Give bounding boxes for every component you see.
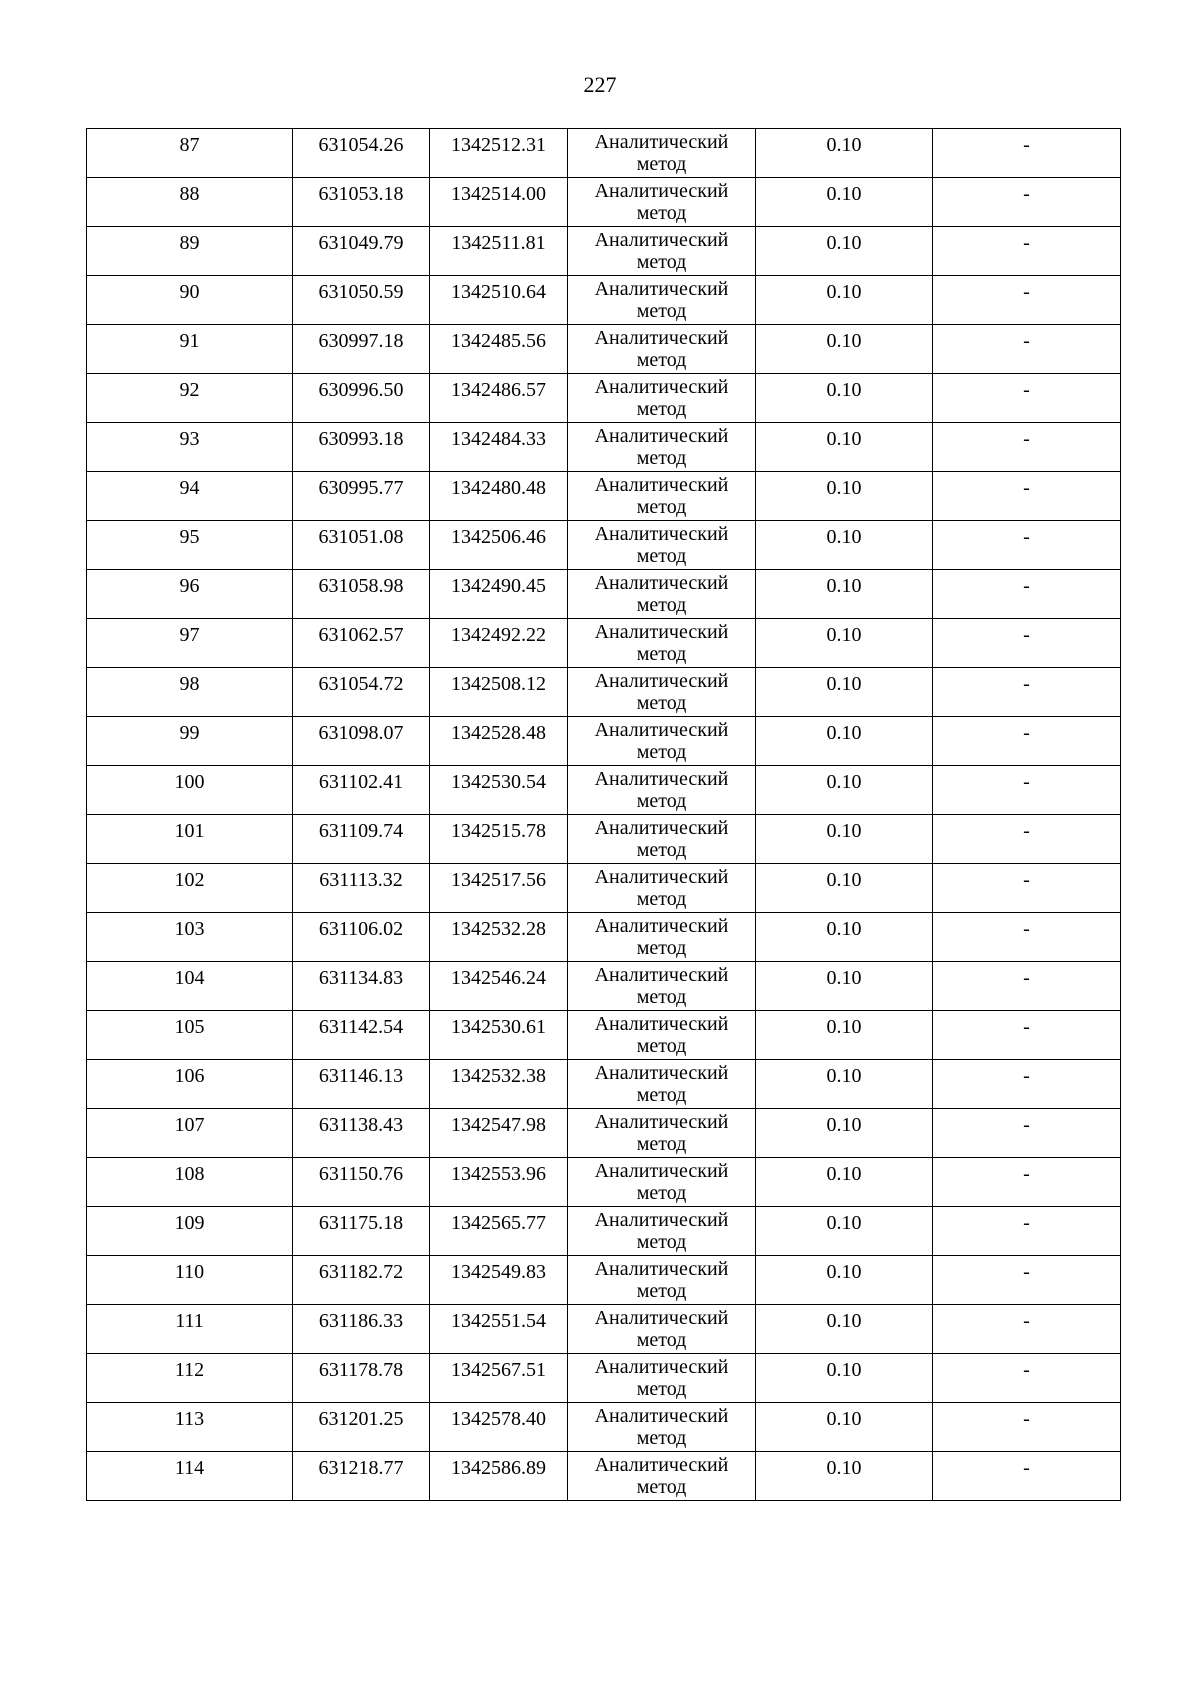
accuracy-cell: 0.10: [756, 227, 933, 276]
y-coordinate-cell: 1342514.00: [430, 178, 568, 227]
point-number-cell: 107: [87, 1109, 293, 1158]
table-row: [87, 1256, 1121, 1305]
table-row: [87, 227, 1121, 276]
method-cell: [568, 129, 756, 178]
accuracy-cell: 0.10: [756, 766, 933, 815]
y-coordinate-cell: 1342553.96: [430, 1158, 568, 1207]
point-number-cell: 101: [87, 815, 293, 864]
note-cell: -: [933, 815, 1121, 864]
x-coordinate-cell: 630997.18: [293, 325, 430, 374]
accuracy-cell: 0.10: [756, 374, 933, 423]
x-coordinate-cell: 631053.18: [293, 178, 430, 227]
x-coordinate-cell: 631201.25: [293, 1403, 430, 1452]
y-coordinate-cell: 1342484.33: [430, 423, 568, 472]
method-line-1: Аналитический: [594, 278, 729, 300]
x-coordinate-cell: 631106.02: [293, 913, 430, 962]
y-coordinate-cell: 1342530.54: [430, 766, 568, 815]
table-row: [87, 864, 1121, 913]
point-number-cell: 88: [87, 178, 293, 227]
table-row: [87, 668, 1121, 717]
table-row: [87, 1354, 1121, 1403]
method-line-2: метод: [636, 1427, 687, 1449]
accuracy-cell: 0.10: [756, 1060, 933, 1109]
point-number-cell: 92: [87, 374, 293, 423]
y-coordinate-cell: 1342528.48: [430, 717, 568, 766]
table-row: [87, 1158, 1121, 1207]
note-cell: -: [933, 717, 1121, 766]
point-number-cell: 113: [87, 1403, 293, 1452]
accuracy-cell: 0.10: [756, 129, 933, 178]
note-cell: -: [933, 178, 1121, 227]
method-cell: [568, 1305, 756, 1354]
point-number-cell: 91: [87, 325, 293, 374]
y-coordinate-cell: 1342530.61: [430, 1011, 568, 1060]
method-cell: [568, 570, 756, 619]
point-number-cell: 89: [87, 227, 293, 276]
accuracy-cell: 0.10: [756, 1403, 933, 1452]
x-coordinate-cell: 631049.79: [293, 227, 430, 276]
accuracy-cell: 0.10: [756, 668, 933, 717]
method-cell: [568, 423, 756, 472]
x-coordinate-cell: 631175.18: [293, 1207, 430, 1256]
method-line-2: метод: [636, 839, 687, 861]
method-line-1: Аналитический: [594, 131, 729, 153]
y-coordinate-cell: 1342578.40: [430, 1403, 568, 1452]
table-row: [87, 1109, 1121, 1158]
point-number-cell: 93: [87, 423, 293, 472]
method-cell: [568, 619, 756, 668]
point-number-cell: 102: [87, 864, 293, 913]
note-cell: -: [933, 227, 1121, 276]
method-cell: [568, 521, 756, 570]
accuracy-cell: 0.10: [756, 1452, 933, 1501]
method-line-1: Аналитический: [594, 1062, 729, 1084]
note-cell: -: [933, 129, 1121, 178]
x-coordinate-cell: 631182.72: [293, 1256, 430, 1305]
method-line-1: Аналитический: [594, 376, 729, 398]
method-line-2: метод: [636, 153, 687, 175]
method-line-1: Аналитический: [594, 621, 729, 643]
accuracy-cell: 0.10: [756, 864, 933, 913]
y-coordinate-cell: 1342485.56: [430, 325, 568, 374]
method-line-1: Аналитический: [594, 1307, 729, 1329]
accuracy-cell: 0.10: [756, 325, 933, 374]
y-coordinate-cell: 1342586.89: [430, 1452, 568, 1501]
accuracy-cell: 0.10: [756, 423, 933, 472]
method-cell: [568, 668, 756, 717]
method-line-2: метод: [636, 1378, 687, 1400]
method-line-2: метод: [636, 1084, 687, 1106]
x-coordinate-cell: 631102.41: [293, 766, 430, 815]
x-coordinate-cell: 631098.07: [293, 717, 430, 766]
method-line-1: Аналитический: [594, 866, 729, 888]
y-coordinate-cell: 1342490.45: [430, 570, 568, 619]
x-coordinate-cell: 631050.59: [293, 276, 430, 325]
x-coordinate-cell: 631138.43: [293, 1109, 430, 1158]
method-line-2: метод: [636, 1231, 687, 1253]
y-coordinate-cell: 1342492.22: [430, 619, 568, 668]
note-cell: -: [933, 1060, 1121, 1109]
method-line-1: Аналитический: [594, 670, 729, 692]
method-line-2: метод: [636, 1476, 687, 1498]
table-row: [87, 962, 1121, 1011]
table-row: [87, 423, 1121, 472]
method-line-1: Аналитический: [594, 817, 729, 839]
note-cell: -: [933, 1158, 1121, 1207]
point-number-cell: 112: [87, 1354, 293, 1403]
x-coordinate-cell: 631142.54: [293, 1011, 430, 1060]
method-line-2: метод: [636, 447, 687, 469]
method-line-1: Аналитический: [594, 964, 729, 986]
accuracy-cell: 0.10: [756, 962, 933, 1011]
method-line-1: Аналитический: [594, 1013, 729, 1035]
accuracy-cell: 0.10: [756, 570, 933, 619]
table-row: [87, 1305, 1121, 1354]
point-number-cell: 105: [87, 1011, 293, 1060]
y-coordinate-cell: 1342546.24: [430, 962, 568, 1011]
method-cell: [568, 374, 756, 423]
accuracy-cell: 0.10: [756, 472, 933, 521]
table-row: [87, 1011, 1121, 1060]
accuracy-cell: 0.10: [756, 1305, 933, 1354]
point-number-cell: 104: [87, 962, 293, 1011]
method-line-2: метод: [636, 398, 687, 420]
method-line-1: Аналитический: [594, 719, 729, 741]
method-line-1: Аналитический: [594, 1356, 729, 1378]
point-number-cell: 98: [87, 668, 293, 717]
accuracy-cell: 0.10: [756, 1158, 933, 1207]
method-line-1: Аналитический: [594, 1405, 729, 1427]
method-line-1: Аналитический: [594, 425, 729, 447]
note-cell: -: [933, 619, 1121, 668]
method-cell: [568, 864, 756, 913]
method-line-2: метод: [636, 1182, 687, 1204]
method-line-2: метод: [636, 643, 687, 665]
point-number-cell: 90: [87, 276, 293, 325]
method-line-1: Аналитический: [594, 1160, 729, 1182]
note-cell: -: [933, 325, 1121, 374]
table-row: [87, 766, 1121, 815]
x-coordinate-cell: 630996.50: [293, 374, 430, 423]
x-coordinate-cell: 630993.18: [293, 423, 430, 472]
table-row: [87, 1060, 1121, 1109]
note-cell: -: [933, 1109, 1121, 1158]
y-coordinate-cell: 1342532.38: [430, 1060, 568, 1109]
point-number-cell: 95: [87, 521, 293, 570]
method-cell: [568, 472, 756, 521]
table-row: [87, 129, 1121, 178]
table-row: [87, 472, 1121, 521]
table-row: [87, 1207, 1121, 1256]
x-coordinate-cell: 631054.72: [293, 668, 430, 717]
note-cell: -: [933, 913, 1121, 962]
method-line-2: метод: [636, 888, 687, 910]
y-coordinate-cell: 1342512.31: [430, 129, 568, 178]
method-line-1: Аналитический: [594, 572, 729, 594]
method-cell: [568, 717, 756, 766]
x-coordinate-cell: 631150.76: [293, 1158, 430, 1207]
table-row: [87, 1403, 1121, 1452]
x-coordinate-cell: 631051.08: [293, 521, 430, 570]
y-coordinate-cell: 1342567.51: [430, 1354, 568, 1403]
method-cell: [568, 227, 756, 276]
x-coordinate-cell: 631178.78: [293, 1354, 430, 1403]
method-cell: [568, 1207, 756, 1256]
method-cell: [568, 1354, 756, 1403]
table-row: [87, 815, 1121, 864]
method-line-1: Аналитический: [594, 1258, 729, 1280]
point-number-cell: 110: [87, 1256, 293, 1305]
coordinates-table: [86, 128, 1121, 1501]
note-cell: -: [933, 472, 1121, 521]
x-coordinate-cell: 631134.83: [293, 962, 430, 1011]
method-cell: [568, 1256, 756, 1305]
table-row: [87, 374, 1121, 423]
point-number-cell: 106: [87, 1060, 293, 1109]
method-line-2: метод: [636, 1329, 687, 1351]
method-cell: [568, 913, 756, 962]
point-number-cell: 111: [87, 1305, 293, 1354]
method-cell: [568, 1158, 756, 1207]
method-cell: [568, 325, 756, 374]
y-coordinate-cell: 1342547.98: [430, 1109, 568, 1158]
note-cell: -: [933, 374, 1121, 423]
x-coordinate-cell: 631054.26: [293, 129, 430, 178]
y-coordinate-cell: 1342486.57: [430, 374, 568, 423]
method-cell: [568, 1060, 756, 1109]
method-line-2: метод: [636, 1035, 687, 1057]
note-cell: -: [933, 1207, 1121, 1256]
accuracy-cell: 0.10: [756, 1354, 933, 1403]
method-cell: [568, 178, 756, 227]
method-line-1: Аналитический: [594, 229, 729, 251]
note-cell: -: [933, 864, 1121, 913]
method-cell: [568, 766, 756, 815]
x-coordinate-cell: 631186.33: [293, 1305, 430, 1354]
table-row: [87, 325, 1121, 374]
note-cell: -: [933, 766, 1121, 815]
table-row: [87, 178, 1121, 227]
y-coordinate-cell: 1342510.64: [430, 276, 568, 325]
method-cell: [568, 962, 756, 1011]
method-line-2: метод: [636, 986, 687, 1008]
method-line-1: Аналитический: [594, 1209, 729, 1231]
accuracy-cell: 0.10: [756, 1011, 933, 1060]
note-cell: -: [933, 276, 1121, 325]
x-coordinate-cell: 631113.32: [293, 864, 430, 913]
x-coordinate-cell: 631109.74: [293, 815, 430, 864]
x-coordinate-cell: 631062.57: [293, 619, 430, 668]
accuracy-cell: 0.10: [756, 1256, 933, 1305]
method-line-2: метод: [636, 300, 687, 322]
note-cell: -: [933, 1256, 1121, 1305]
y-coordinate-cell: 1342549.83: [430, 1256, 568, 1305]
accuracy-cell: 0.10: [756, 1207, 933, 1256]
method-cell: [568, 1452, 756, 1501]
method-line-1: Аналитический: [594, 1454, 729, 1476]
accuracy-cell: 0.10: [756, 276, 933, 325]
y-coordinate-cell: 1342511.81: [430, 227, 568, 276]
note-cell: -: [933, 668, 1121, 717]
note-cell: -: [933, 1354, 1121, 1403]
accuracy-cell: 0.10: [756, 1109, 933, 1158]
x-coordinate-cell: 630995.77: [293, 472, 430, 521]
method-line-2: метод: [636, 594, 687, 616]
method-line-2: метод: [636, 790, 687, 812]
note-cell: -: [933, 962, 1121, 1011]
page-number: 227: [583, 72, 617, 97]
method-line-2: метод: [636, 937, 687, 959]
point-number-cell: 108: [87, 1158, 293, 1207]
point-number-cell: 109: [87, 1207, 293, 1256]
table-row: [87, 913, 1121, 962]
y-coordinate-cell: 1342508.12: [430, 668, 568, 717]
point-number-cell: 97: [87, 619, 293, 668]
note-cell: -: [933, 521, 1121, 570]
accuracy-cell: 0.10: [756, 521, 933, 570]
method-line-1: Аналитический: [594, 523, 729, 545]
y-coordinate-cell: 1342551.54: [430, 1305, 568, 1354]
note-cell: -: [933, 1452, 1121, 1501]
y-coordinate-cell: 1342506.46: [430, 521, 568, 570]
accuracy-cell: 0.10: [756, 717, 933, 766]
method-cell: [568, 1403, 756, 1452]
point-number-cell: 99: [87, 717, 293, 766]
method-line-2: метод: [636, 1280, 687, 1302]
point-number-cell: 114: [87, 1452, 293, 1501]
y-coordinate-cell: 1342532.28: [430, 913, 568, 962]
point-number-cell: 103: [87, 913, 293, 962]
method-line-2: метод: [636, 741, 687, 763]
method-line-2: метод: [636, 496, 687, 518]
note-cell: -: [933, 1011, 1121, 1060]
method-cell: [568, 815, 756, 864]
table-row: [87, 521, 1121, 570]
x-coordinate-cell: 631058.98: [293, 570, 430, 619]
x-coordinate-cell: 631146.13: [293, 1060, 430, 1109]
method-cell: [568, 276, 756, 325]
y-coordinate-cell: 1342517.56: [430, 864, 568, 913]
method-line-1: Аналитический: [594, 474, 729, 496]
note-cell: -: [933, 570, 1121, 619]
point-number-cell: 94: [87, 472, 293, 521]
point-number-cell: 100: [87, 766, 293, 815]
method-line-2: метод: [636, 1133, 687, 1155]
method-line-1: Аналитический: [594, 1111, 729, 1133]
x-coordinate-cell: 631218.77: [293, 1452, 430, 1501]
y-coordinate-cell: 1342515.78: [430, 815, 568, 864]
method-line-2: метод: [636, 692, 687, 714]
accuracy-cell: 0.10: [756, 815, 933, 864]
point-number-cell: 87: [87, 129, 293, 178]
point-number-cell: 96: [87, 570, 293, 619]
method-line-2: метод: [636, 545, 687, 567]
accuracy-cell: 0.10: [756, 178, 933, 227]
method-line-2: метод: [636, 349, 687, 371]
table-row: [87, 1452, 1121, 1501]
table-row: [87, 619, 1121, 668]
table-row: [87, 717, 1121, 766]
accuracy-cell: 0.10: [756, 913, 933, 962]
note-cell: -: [933, 423, 1121, 472]
method-cell: [568, 1011, 756, 1060]
method-line-1: Аналитический: [594, 915, 729, 937]
method-line-2: метод: [636, 251, 687, 273]
table-row: [87, 276, 1121, 325]
y-coordinate-cell: 1342565.77: [430, 1207, 568, 1256]
method-line-1: Аналитический: [594, 327, 729, 349]
method-line-1: Аналитический: [594, 180, 729, 202]
y-coordinate-cell: 1342480.48: [430, 472, 568, 521]
method-cell: [568, 1109, 756, 1158]
table-row: [87, 570, 1121, 619]
accuracy-cell: 0.10: [756, 619, 933, 668]
method-line-1: Аналитический: [594, 768, 729, 790]
method-line-2: метод: [636, 202, 687, 224]
note-cell: -: [933, 1403, 1121, 1452]
table-body: [87, 129, 1121, 1501]
note-cell: -: [933, 1305, 1121, 1354]
